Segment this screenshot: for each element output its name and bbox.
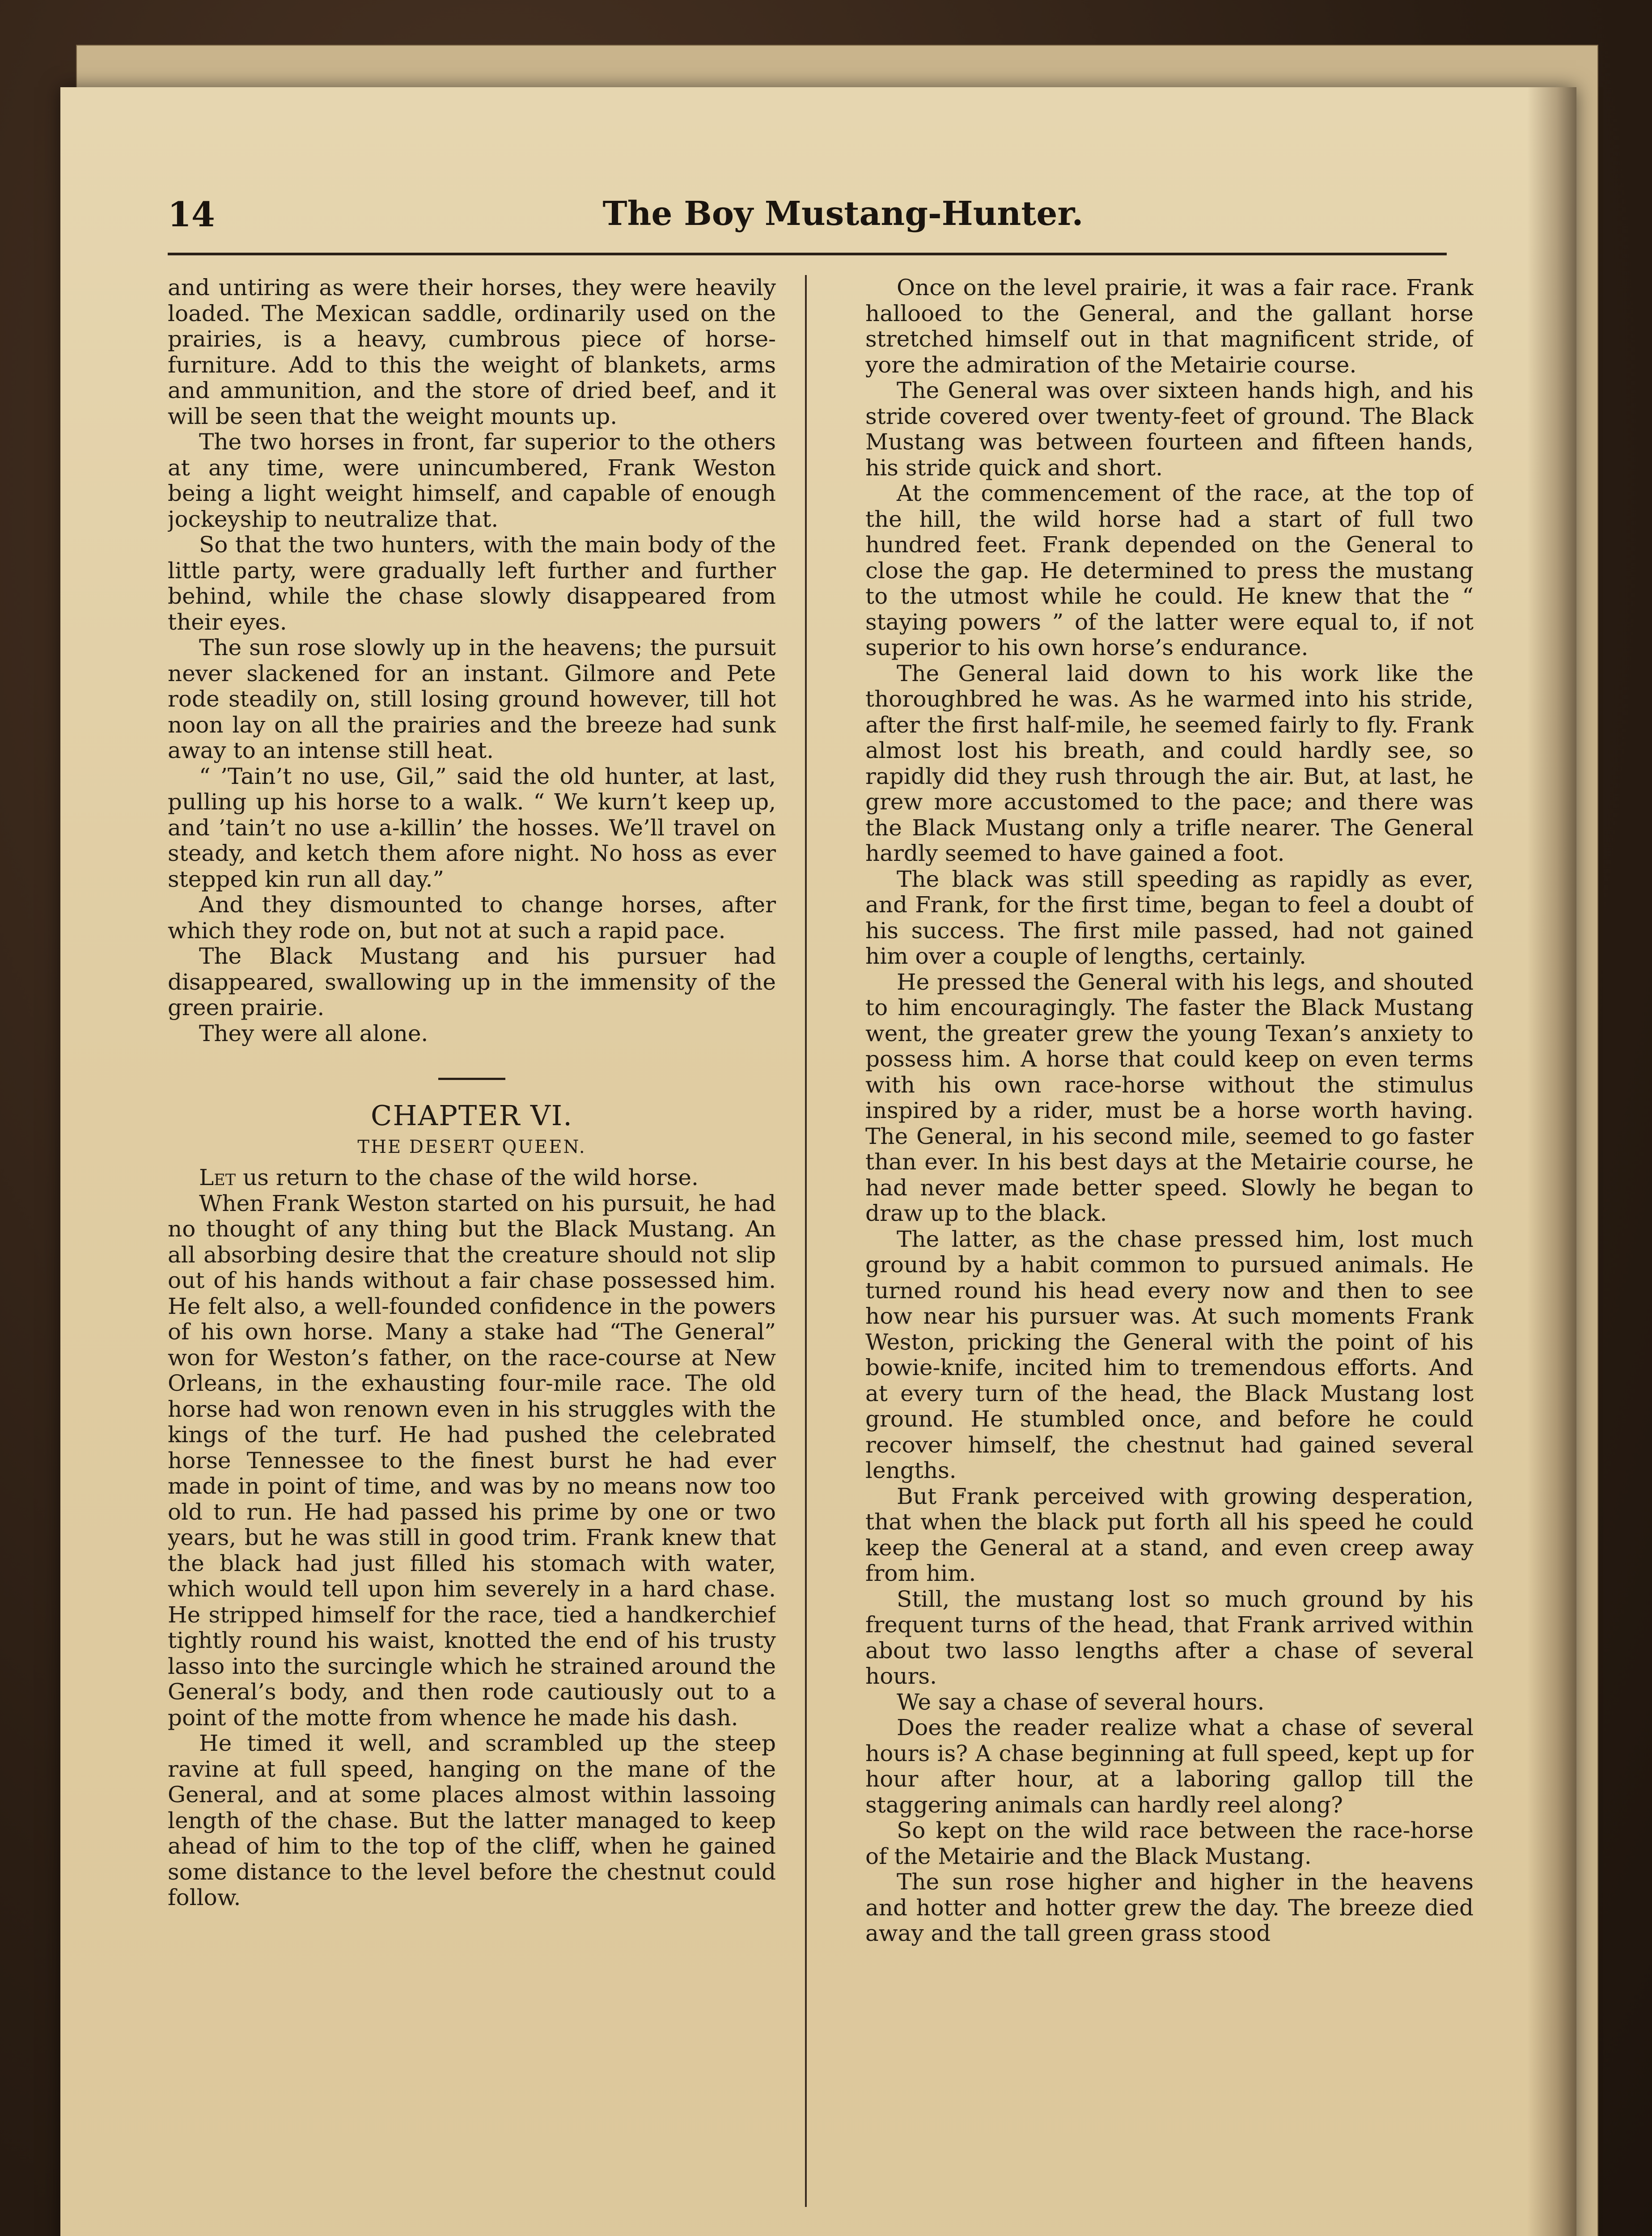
left-column bbox=[168, 275, 776, 2236]
paragraph: The latter, as the chase pressed him, lost much ground by a habit common to pursued animals. He turned round his head every now and then to see how near his pursuer was. At such moments Frank Weston, pricking the General with the point of his bowie-knife, incited him to tremendous efforts. And at every turn of the head, the Black Mustang lost ground. He stumbled once, and before he could recover himself, the chestnut had gained several lengths. bbox=[865, 1226, 1474, 1483]
book-page bbox=[60, 87, 1576, 2236]
page-header bbox=[60, 195, 1536, 248]
paragraph: Once on the level prairie, it was a fair race. Frank hallooed to the General, and the gallant horse stretched himself out in that magnificent stride, of yore the admiration of the Metairie course. bbox=[865, 275, 1474, 378]
paragraph: and untiring as were their horses, they were heavily loaded. The Mexican saddle, ordinarily used on the prairies, is a heavy, cumbrous piece of horse-furniture. Add to this the weight of blankets, arms and ammunition, and the store of dried beef, and it will be seen that the weight mounts up. bbox=[168, 275, 776, 429]
paragraph: The Black Mustang and his pursuer had disappeared, swallowing up in the immensity of the green prairie. bbox=[168, 943, 776, 1021]
running-title: The Boy Mustang-Hunter. bbox=[602, 195, 1084, 233]
paragraph: The sun rose higher and higher in the heavens and hotter and hotter grew the day. The breeze died away and the tall green grass stood bbox=[865, 1869, 1474, 1946]
paragraph: “ ’Tain’t no use, Gil,” said the old hunter, at last, pulling up his horse to a walk. “ We kurn’t keep up, and ’tain’t no use a-killin’ the hosses. We’ll travel on steady, and ketch them afore night. No hoss as ever stepped kin run all day.” bbox=[168, 763, 776, 892]
paragraph: So that the two hunters, with the main body of the little party, were gradually left further and further behind, while the chase slowly disappeared from their eyes. bbox=[168, 532, 776, 635]
paragraph: The two horses in front, far superior to the others at any time, were unincumbered, Frank Weston being a light weight himself, and capable of enough jockeyship to neutralize that. bbox=[168, 429, 776, 532]
chapter-subtitle: THE DESERT QUEEN. bbox=[357, 1137, 586, 1157]
paragraph: The General was over sixteen hands high, and his stride covered over twenty-feet of ground. The Black Mustang was between fourteen and fifteen hands, his stride quick and short. bbox=[865, 377, 1474, 481]
column-divider bbox=[805, 275, 807, 2207]
paragraph: We say a chase of several hours. bbox=[897, 1689, 1265, 1715]
paragraph: Does the reader realize what a chase of several hours is? A chase beginning at full speed, kept up for hour after hour, at a laboring gallop till the staggering animals can hardly reel along? bbox=[865, 1715, 1474, 1818]
paragraph: Still, the mustang lost so much ground by his frequent turns of the head, that Frank arrived within about two lasso lengths after a chase of several hours. bbox=[865, 1586, 1474, 1689]
lead-word: Let bbox=[199, 1165, 236, 1190]
paragraph: The General laid down to his work like the thoroughbred he was. As he warmed into his stride, after the first half-mile, he seemed fairly to fly. Frank almost lost his breath, and could hardly see, so rapidly did they rush through the air. But, at last, he grew more accustomed to the pace; and there was the Black Mustang only a trifle nearer. The General hardly seemed to have gained a foot. bbox=[865, 660, 1474, 866]
chapter-rule bbox=[438, 1078, 505, 1080]
paragraph: The sun rose slowly up in the heavens; the pursuit never slackened for an instant. Gilmore and Pete rode steadily on, still losing ground however, till hot noon lay on all the prairies and the breeze had sunk away to an intense still heat. bbox=[168, 635, 776, 763]
page-spine-shadow bbox=[1527, 87, 1576, 2236]
paragraph: And they dismounted to change horses, after which they rode on, but not at such a rapid pace. bbox=[168, 892, 776, 944]
paragraph: The black was still speeding as rapidly as ever, and Frank, for the first time, began to feel a doubt of his success. The first mile passed, had not gained him over a couple of lengths, certainly. bbox=[865, 866, 1474, 969]
paragraph: But Frank perceived with growing desperation, that when the black put forth all his speed he could keep the General at a stand, and even creep away from him. bbox=[865, 1483, 1474, 1586]
header-rule bbox=[168, 253, 1447, 255]
paragraph: He pressed the General with his legs, and shouted to him encouragingly. The faster the Black Mustang went, the greater grew the young Texan’s anxiety to possess him. A horse that could keep on even terms with his own race-horse without the stimulus inspired by a rider, must be a horse worth having. The General, in his second mile, seemed to go faster than ever. In his best days at the Metairie course, he had never made better speed. Slowly he began to draw up to the black. bbox=[865, 969, 1474, 1226]
paragraph: When Frank Weston started on his pursuit, he had no thought of any thing but the Black Mustang. An all absorbing desire that the creature should not slip out of his hands without a fair chase possessed him. He felt also, a well-founded confidence in the powers of his own horse. Many a stake had “The General” won for Weston’s father, on the race-course at New Orleans, in the exhausting four-mile race. The old horse had won renown even in his struggles with the kings of the turf. He had pushed the celebrated horse Tennessee to the finest burst he had ever made in point of time, and was by no means now too old to run. He had passed his prime by one or two years, but he was still in good trim. Frank knew that the black had just filled his stomach with water, which would tell upon him severely in a hard chase. He stripped himself for the race, tied a handkerchief tightly round his waist, knotted the end of his trusty lasso into the surcingle which he strained around the General’s body, and then rode cautiously out to a point of the motte from whence he made his dash. bbox=[168, 1190, 776, 1731]
right-column bbox=[865, 275, 1474, 2236]
paragraph: So kept on the wild race between the race-horse of the Metairie and the Black Mustang. bbox=[865, 1817, 1474, 1869]
chapter-heading bbox=[168, 1078, 776, 1160]
paragraph bbox=[168, 1165, 776, 1191]
chapter-title: CHAPTER VI. bbox=[371, 1099, 573, 1132]
paragraph: They were all alone. bbox=[199, 1020, 428, 1046]
paragraph: He timed it well, and scrambled up the steep ravine at full speed, hanging on the mane of the General, and at some places almost within lassoing length of the chase. But the latter managed to keep ahead of him to the top of the cliff, when he gained some distance to the level before the chestnut could follow. bbox=[168, 1730, 776, 1910]
page-number: 14 bbox=[168, 195, 215, 234]
paragraph: At the commencement of the race, at the top of the hill, the wild horse had a start of full two hundred feet. Frank depended on the General to close the gap. He determined to press the mustang to the utmost while he could. He knew that the “ staying powers ” of the latter were equal to, if not superior to his own horse’s endurance. bbox=[865, 480, 1474, 661]
paragraph-text: us return to the chase of the wild horse. bbox=[236, 1165, 699, 1190]
